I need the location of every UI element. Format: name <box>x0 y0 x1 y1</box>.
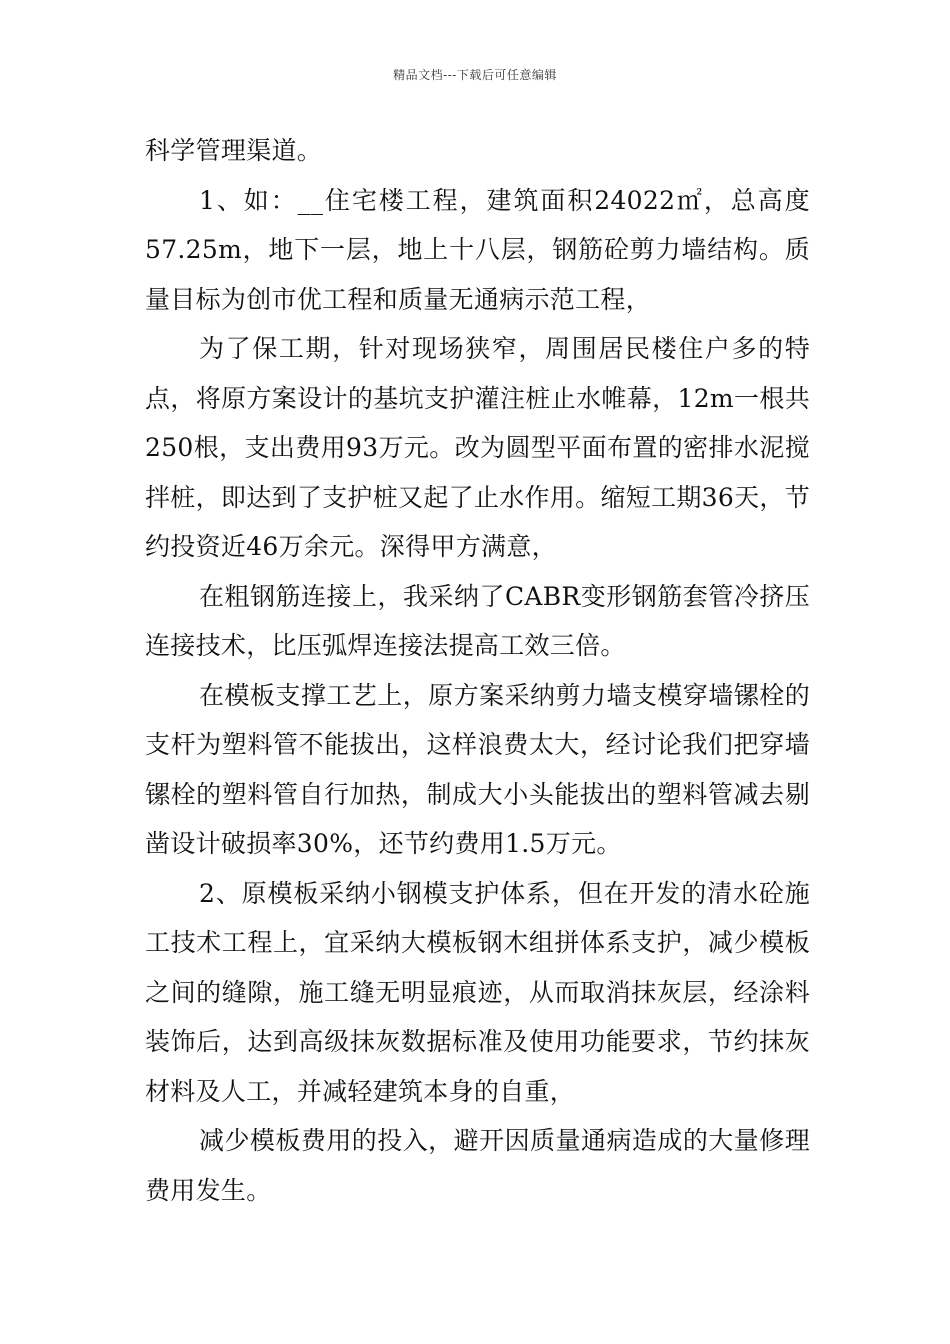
paragraph-formwork-support: 在模板支撑工艺上，原方案采纳剪力墙支模穿墙镙栓的支杆为塑料管不能拔出，这样浪费太大，经讨论我们把穿墙镙栓的塑料管自行加热，制成大小头能拔出的塑料管减去剔凿设计破损率30%，还节约费用1.5万元。 <box>145 680 810 858</box>
paragraph-project-overview: 1、如：__住宅楼工程，建筑面积24022㎡，总高度57.25m，地下一层，地上十八层，钢筋砼剪力墙结构。质量目标为创市优工程和质量无通病示范工程， <box>145 185 810 314</box>
document-body <box>145 126 810 1215</box>
paragraph-cost-reduction: 减少模板费用的投入，避开因质量通病造成的大量修理费用发生。 <box>145 1126 810 1205</box>
paragraph-foundation-support: 为了保工期，针对现场狭窄，周围居民楼住户多的特点，将原方案设计的基坑支护灌注桩止水帷幕，12m一根共250根，支出费用93万元。改为圆型平面布置的密排水泥搅拌桩，即达到了支护桩又起了止水作用。缩短工期36天，节约投资近46万余元。深得甲方满意， <box>145 334 810 561</box>
page-header: 精品文档---下载后可任意编辑 <box>393 68 557 82</box>
paragraph-intro: 科学管理渠道。 <box>145 136 323 165</box>
paragraph-rebar-connection: 在粗钢筋连接上，我采纳了CABR变形钢筋套管冷挤压连接技术，比压弧焊连接法提高工效三倍。 <box>145 581 810 660</box>
paragraph-formwork-system: 2、原模板采纳小钢模支护体系，但在开发的清水砼施工技术工程上，宜采纳大模板钢木组拼体系支护，减少模板之间的缝隙，施工缝无明显痕迹，从而取消抹灰层，经涂料装饰后，达到高级抹灰数据标准及使用功能要求，节约抹灰材料及人工，并减轻建筑本身的自重， <box>145 878 810 1106</box>
